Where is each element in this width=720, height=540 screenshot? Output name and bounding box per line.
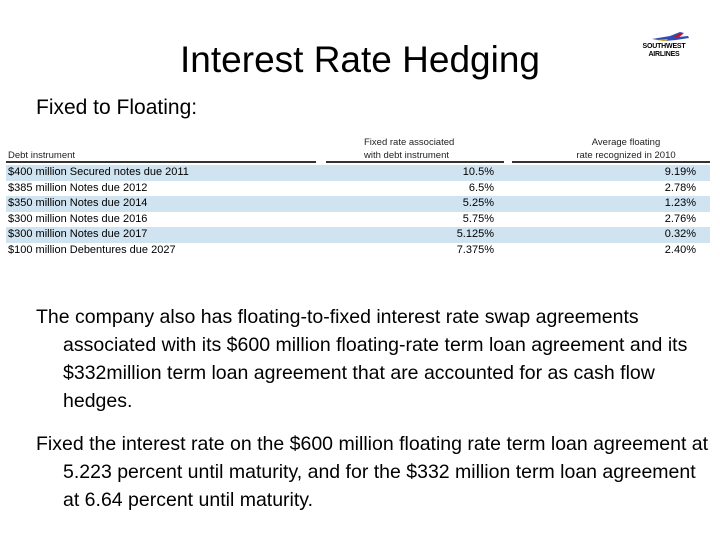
southwest-logo	[636, 30, 692, 66]
header-rule-fixed	[326, 161, 504, 163]
fixed-rate-cell: 5.125%	[456, 228, 494, 240]
slide-title: Interest Rate Hedging	[180, 39, 540, 80]
paragraph-swap-agreements: The company also has floating-to-fixed interest rate swap agreements associated with its $600 million floating-rate term loan agreement and its $332million term loan agreement that are accounted for as cash flow hedges.	[36, 306, 688, 412]
debt-instrument-cell: $400 million Secured notes due 2011	[8, 166, 189, 178]
header-rule-debt	[6, 161, 316, 163]
header-average-floating	[551, 136, 701, 162]
section-subheading: Fixed to Floating:	[36, 96, 198, 119]
logo-wordmark: SOUTHWEST AIRLINES	[642, 43, 686, 58]
header-fixed-rate-line2: with debt instrument	[364, 150, 450, 161]
fixed-rate-cell: 6.5%	[468, 181, 494, 194]
header-fixed-rate-line1: Fixed rate associated	[364, 137, 455, 148]
header-fixed-rate	[364, 136, 454, 162]
table-row	[6, 212, 710, 228]
header-average-floating-line2: rate recognized in 2010	[576, 150, 676, 161]
table-row	[6, 196, 710, 212]
airplane-logo-icon	[650, 30, 690, 44]
debt-instrument-cell: $385 million Notes due 2012	[8, 181, 148, 194]
debt-instrument-cell: $300 million Notes due 2017	[8, 228, 148, 240]
fixed-rate-cell: 5.75%	[462, 212, 494, 225]
average-floating-cell: 2.78%	[664, 181, 696, 194]
table-row	[6, 227, 710, 243]
average-floating-cell: 1.23%	[664, 197, 696, 209]
fixed-rate-cell: 10.5%	[462, 166, 494, 178]
table-row	[6, 165, 710, 181]
debt-instrument-cell: $350 million Notes due 2014	[8, 197, 148, 209]
fixed-rate-cell: 7.375%	[456, 243, 494, 256]
table-row	[6, 181, 710, 197]
header-average-floating-line1: Average floating	[591, 137, 661, 148]
debt-instrument-cell: $100 million Debentures due 2027	[8, 243, 176, 256]
paragraph-fixed-rate: Fixed the interest rate on the $600 million floating rate term loan agreement at 5.223 percent until maturity, and for the $332 million term loan agreement at 6.64 percent until maturity.	[36, 433, 709, 511]
average-floating-cell: 0.32%	[664, 228, 696, 240]
header-rule-avg	[512, 161, 710, 163]
debt-instrument-table	[6, 136, 710, 260]
fixed-rate-cell: 5.25%	[462, 197, 494, 209]
header-debt-instrument: Debt instrument	[8, 150, 76, 161]
average-floating-cell: 9.19%	[664, 166, 696, 178]
debt-instrument-cell: $300 million Notes due 2016	[8, 212, 148, 225]
average-floating-cell: 2.40%	[664, 243, 696, 256]
table-row	[6, 243, 710, 259]
average-floating-cell: 2.76%	[664, 212, 696, 225]
table-body	[6, 165, 710, 258]
